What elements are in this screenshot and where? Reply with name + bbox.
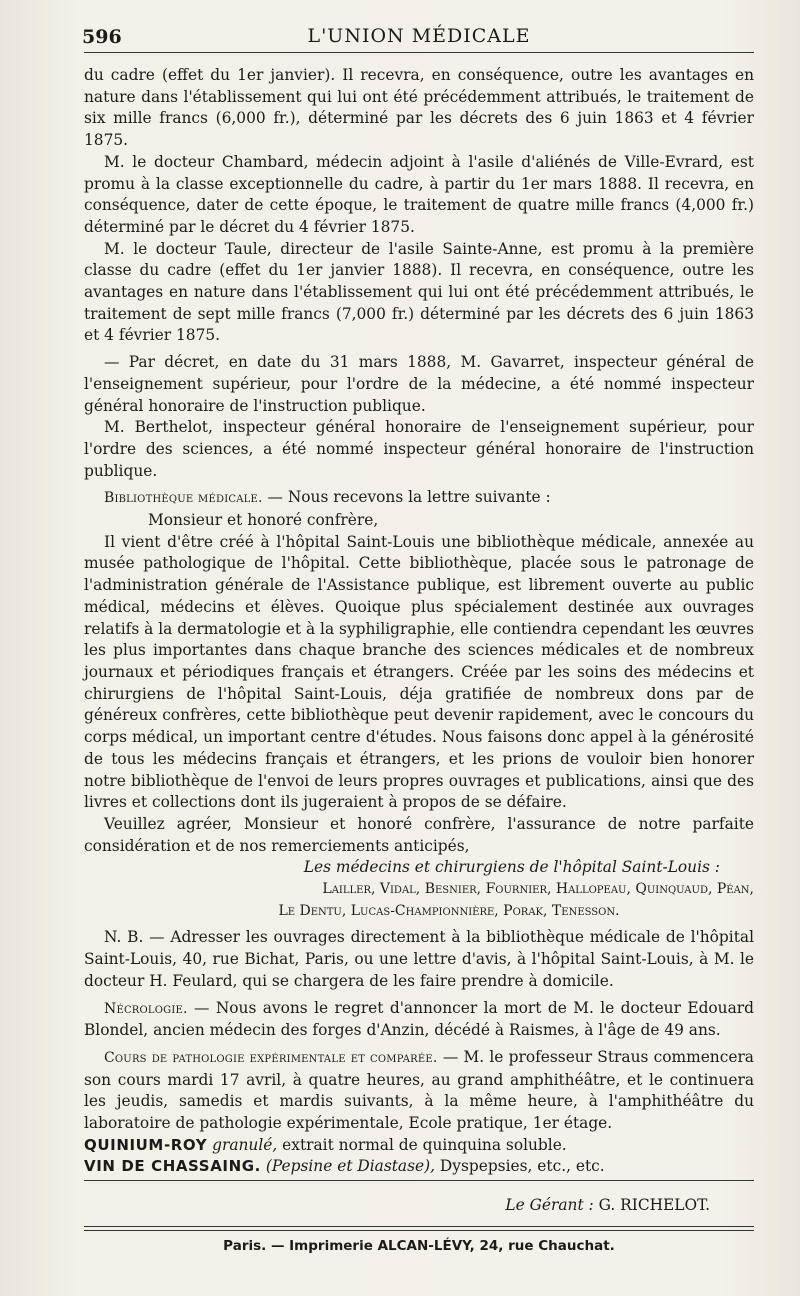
page-header bbox=[84, 22, 754, 53]
ad-vin-name: VIN DE CHASSAING. bbox=[84, 1157, 261, 1176]
cours-heading: Cours de pathologie expérimentale et comparée. bbox=[104, 1049, 438, 1066]
ad-quinium-name: QUINIUM-ROY bbox=[84, 1135, 208, 1154]
biblio-signature: Les médecins et chirurgiens de l'hôpital Saint-Louis : bbox=[303, 858, 720, 877]
biblio-heading: Bibliothèque médicale. bbox=[104, 490, 263, 507]
biblio-intro: — Nous recevons la lettre suivante : bbox=[267, 488, 551, 507]
imprint: Paris. — Imprimerie ALCAN-LÉVY, 24, rue Chauchat. bbox=[223, 1238, 615, 1254]
gerant-line bbox=[505, 1196, 710, 1214]
cours-text: — M. le professeur Straus commencera son cours mardi 17 avril, à quatre heures, au grand amphithéâtre, et le continuera les jeudis, samedis et mardis suivants, à la même heure, à l'amphithéâtre du laboratoire de pathologie expérimentale, Ecole pratique, 1er étage. bbox=[84, 1047, 754, 1133]
ad-quinium-text: extrait normal de quinquina soluble. bbox=[282, 1135, 567, 1154]
biblio-nb: N. B. — Adresser les ouvrages directement à la bibliothèque médicale de l'hôpital Saint-Louis, 40, rue Bichat, Paris, ou une lettre d'avis, à l'hôpital Saint-Louis, à M. le docteur H. Feulard, qui se chargera de les faire prendre à domicile. bbox=[84, 928, 754, 990]
biblio-names-line2: Le Dentu, Lucas-Championnière, Porak, Tenesson. bbox=[278, 902, 620, 919]
footer-rule-bottom bbox=[84, 1226, 754, 1227]
paragraph-gavarret: — Par décret, en date du 31 mars 1888, M. Gavarret, inspecteur général de l'enseignement supérieur, pour l'ordre de la médecine, a été nommé inspecteur général honoraire de l'instruction publique. bbox=[84, 353, 754, 415]
article-body bbox=[84, 65, 754, 1178]
biblio-closing: Veuillez agréer, Monsieur et honoré confrère, l'assurance de notre parfaite considération et de nos remerciements anticipés, bbox=[84, 814, 754, 855]
page-number: 596 bbox=[82, 26, 122, 48]
ad-quinium-italic: granulé, bbox=[212, 1135, 278, 1154]
biblio-intro-line bbox=[84, 487, 754, 510]
running-title: L'UNION MÉDICALE bbox=[307, 25, 531, 47]
ad-vin bbox=[84, 1156, 754, 1178]
footer-rule-double bbox=[84, 1230, 754, 1231]
necrologie-heading: Nécrologie. bbox=[104, 1000, 188, 1017]
ad-vin-italic: (Pepsine et Diastase), bbox=[265, 1157, 436, 1176]
biblio-letter-body: Il vient d'être créé à l'hôpital Saint-Louis une bibliothèque médicale, annexée au musée pathologique de l'hôpital. Cette bibliothèque, placée sous le patronage de l'administration générale de l'Assistance publique, est librement ouverte au public médical, médecins et élèves. Quoique plus spécialement destinée aux ouvrages relatifs à la dermatologie et à la syphiligraphie, elle contiendra cependant les œuvres les plus importantes dans chaque branche des sciences médicales et de nombreux journaux et périodiques français et étrangers. Créée par les soins des médecins et chirurgiens de l'hôpital Saint-Louis, déja gratifiée de nombreux dons par de généreux confrères, cette bibliothèque peut devenir rapidement, avec le concours du corps médical, un important centre d'études. Nous faisons donc appel à la générosité de tous les médecins français et étrangers, et les prions de vouloir bien honorer notre bibliothèque de l'envoi de leurs propres ouvrages et publications, ainsi que des livres et collections dont ils jugeraient à propos de se défaire. bbox=[84, 532, 754, 812]
cours-paragraph bbox=[84, 1047, 754, 1135]
paragraph-chambard: M. le docteur Chambard, médecin adjoint à l'asile d'aliénés de Ville-Evrard, est promu à la classe exceptionnelle du cadre, à partir du 1er mars 1888. Il recevra, en conséquence, dater de cette époque, le traitement de quatre mille francs (4,000 fr.) déterminé par le décret du 4 février 1875. bbox=[84, 152, 754, 236]
gerant-label: Le Gérant : bbox=[505, 1196, 594, 1214]
necrologie-paragraph bbox=[84, 998, 754, 1042]
necrologie-text: — Nous avons le regret d'annoncer la mort de M. le docteur Edouard Blondel, ancien médecin des forges d'Anzin, décédé à Raismes, à l'âge de 49 ans. bbox=[84, 998, 754, 1040]
paragraph-taule: M. le docteur Taule, directeur de l'asile Sainte-Anne, est promu à la première classe du cadre (effet du 1er janvier 1888). Il recevra, en conséquence, outre les avantages en nature dans l'établissement qui lui ont été précédemment attribués, le traitement de sept mille francs (7,000 fr.) déterminé par les décrets des 6 juin 1863 et 4 février 1875. bbox=[84, 239, 754, 345]
footer-rule-top bbox=[84, 1180, 754, 1181]
paragraph-taule-continued: du cadre (effet du 1er janvier). Il recevra, en conséquence, outre les avantages en nature dans l'établissement qui lui ont été précédemment attribués, le traitement de six mille francs (6,000 fr.), déterminé par les décrets des 6 juin 1863 et 4 février 1875. bbox=[84, 66, 754, 150]
ad-quinium bbox=[84, 1135, 754, 1157]
ad-vin-text: Dyspepsies, etc., etc. bbox=[439, 1157, 605, 1176]
gerant-name: G. RICHELOT. bbox=[598, 1196, 710, 1214]
biblio-names-line1: Lailler, Vidal, Besnier, Fournier, Hallopeau, Quinquaud, Péan, bbox=[322, 881, 754, 898]
paragraph-berthelot: M. Berthelot, inspecteur général honoraire de l'enseignement supérieur, pour l'ordre des sciences, a été nommé inspecteur général honoraire de l'instruction publique. bbox=[84, 418, 754, 480]
biblio-salutation: Monsieur et honoré confrère, bbox=[148, 511, 379, 530]
